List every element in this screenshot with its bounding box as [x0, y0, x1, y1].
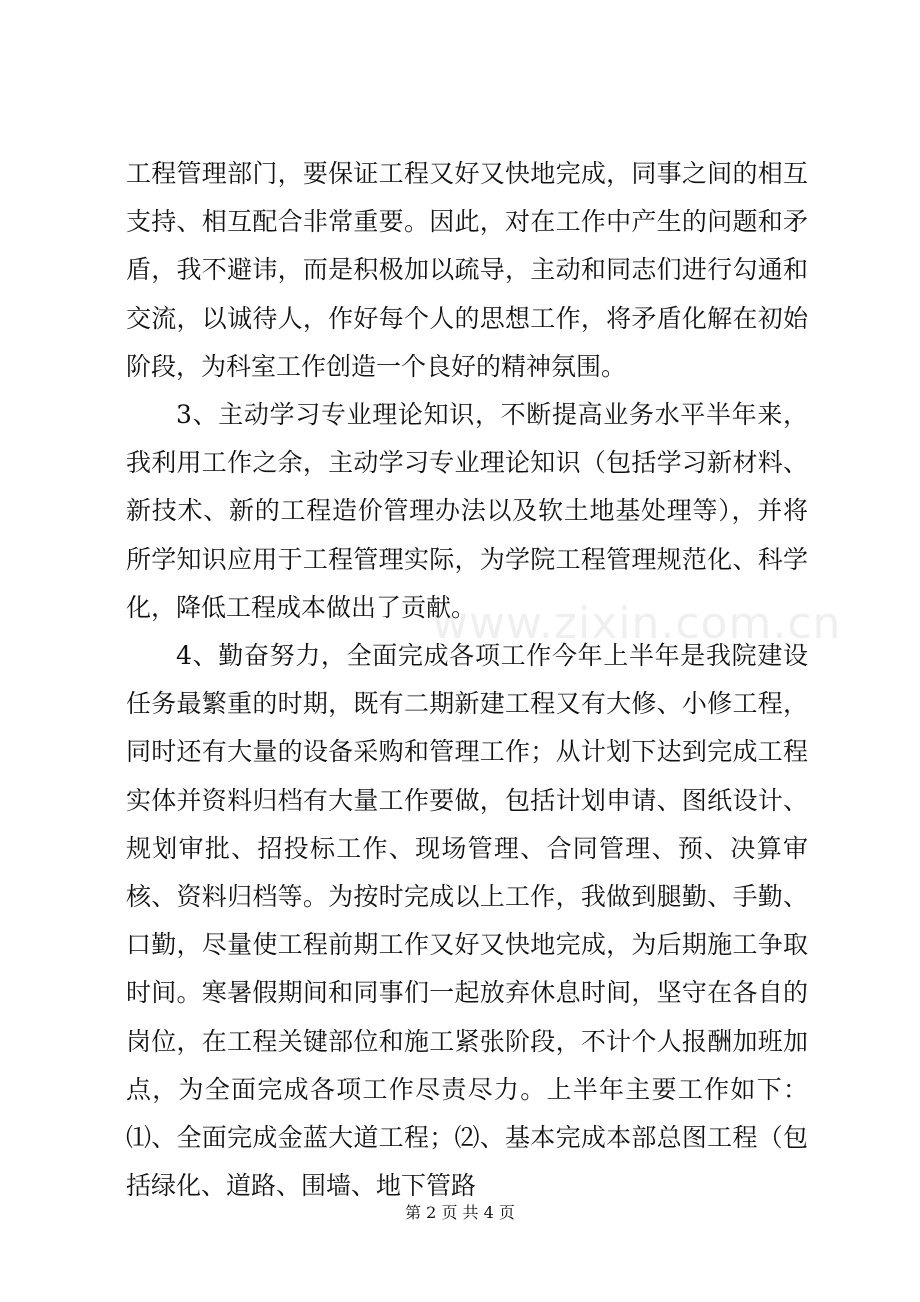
paragraph-continuation: 工程管理部门，要保证工程又好又快地完成，同事之间的相互支持、相互配合非常重要。因此，对在工作中产生的问题和矛盾，我不避讳，而是积极加以疏导，主动和同志们进行勾通和交流，以诚待人，作好每个人的思想工作，将矛盾化解在初始阶段，为科室工作创造一个良好的精神氛围。 [126, 159, 808, 381]
paragraph-item-3: 3、主动学习专业理论知识，不断提高业务水平半年来，我利用工作之余，主动学习专业理论知识（包括学习新材料、新技术、新的工程造价管理办法以及软土地基处理等），并将所学知识应用于工程管理实际，为学院工程管理规范化、科学化，降低工程成本做出了贡献。 [126, 400, 808, 622]
page-number-footer: 第 2 页 共 4 页 [405, 1203, 515, 1222]
paragraph-item-4: 4、勤奋努力，全面完成各项工作今年上半年是我院建设任务最繁重的时期，既有二期新建工程又有大修、小修工程，同时还有大量的设备采购和管理工作；从计划下达到完成工程实体并资料归档有大量工作要做，包括计划申请、图纸设计、规划审批、招投标工作、现场管理、合同管理、预、决算审核、资料归档等。为按时完成以上工作，我做到腿勤、手勤、口勤，尽量使工程前期工作又好又快地完成，为后期施工争取时间。寒暑假期间和同事们一起放弃休息时间，坚守在各自的岗位，在工程关键部位和施工紧张阶段，不计个人报酬加班加点，为全面完成各项工作尽责尽力。上半年主要工作如下：⑴、全面完成金蓝大道工程；⑵、基本完成本部总图工程（包括绿化、道路、围墙、地下管路 [126, 641, 808, 1201]
document-body [126, 150, 808, 1210]
watermark-text: www.zixin.com.cn [432, 598, 842, 649]
